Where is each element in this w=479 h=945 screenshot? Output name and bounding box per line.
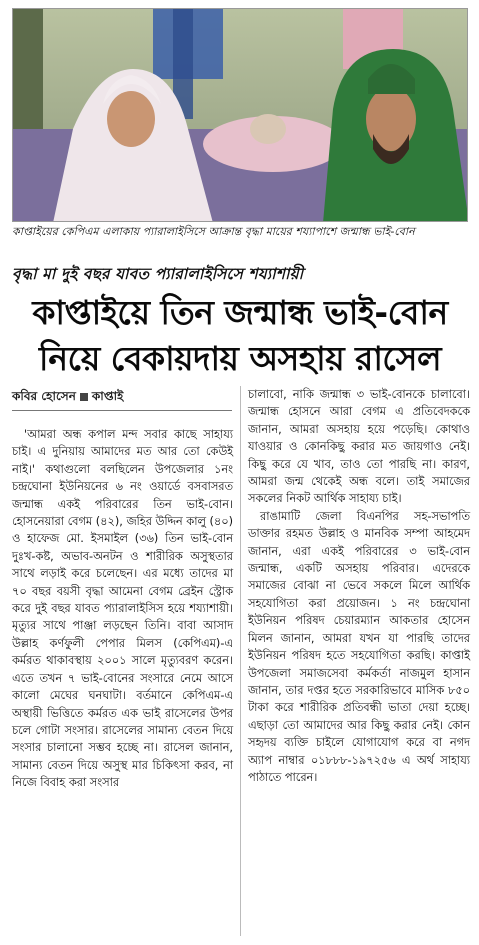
news-photo (12, 8, 468, 222)
headline (12, 290, 468, 382)
square-bullet-icon (80, 393, 88, 401)
byline-author: কবির হোসেন (12, 389, 76, 403)
body-column-right (248, 386, 470, 786)
photo-illustration (13, 9, 468, 222)
byline (12, 388, 227, 408)
body-paragraph: 'আমরা অন্ধ কপাল মন্দ সবার কাছে সাহায্য চাই। এ দুনিয়ায় আমাদের মত আর তো কেউই নাই।' কথাগুলো বলছিলেন উপজেলার ১নং চন্দ্রঘোনা ইউনিয়নের ৬ নং ওয়ার্ডে বসবাসরত জন্মান্ধ একই পরিবারের তিন ভাই-বোন। হোসনেয়ারা বেগম (৪২), জহির উদ্দিন কালু (৪০) ও হাফেজ মো. ইসমাইল (৩৬) তিন ভাই-বোন দুঃখ-কষ্ট, অভাব-অনটন ও শারীরিক অসুস্থতার সাথে লড়াই করে চলেছেন। এর মধ্যে তাদের মা ৭০ বছর বয়সী বৃদ্ধা আমেনা বেগম ব্রেইন স্ট্রোক করে দুই বছর যাবত প্যারালাইসিস হয়ে শয্যাশায়ী। মৃত্যুর সাথে পাঞ্জা লড়ছেন তিনি। বাবা আসাদ উল্লাহ কর্ণফুলী পেপার মিলস (কেপিএম)-এ কর্মরত থাকাবস্থায় ২০০১ সালে মৃত্যুবরণ করেন। এতে তখন ৭ ভাই-বোনের সংসারে নেমে আসে কালো মেঘের ঘনঘাটা। বর্তমানে কেপিএম-এ অস্থায়ী ভিত্তিতে কর্মরত এক ভাই রাসেলের উপর চলে গোটা সংসার। রাসেলের সামান্য বেতন দিয়ে সংসার চালানো সম্ভব হচ্ছে না। রাসেল জানান, সামান্য বেতন দিয়ে অসুস্থ মার চিকিৎসা করব, না নিজে বিবাহ করা সংসার (12, 428, 233, 790)
headline-line-2: নিয়ে বেকায়দায় অসহায় রাসেল (38, 339, 442, 378)
column-divider (240, 386, 241, 936)
kicker-subheadline: বৃদ্ধা মা দুই বছর যাবত প্যারালাইসিসে শয্যাশায়ী (12, 265, 304, 283)
photo-caption: কাপ্তাইয়ের কেপিএম এলাকায় প্যারালাইসিসে আক্রান্ত বৃদ্ধা মায়ের শয্যাপাশে জন্মান্ধ ভাই-বোন (12, 225, 415, 238)
body-column-left (12, 426, 233, 792)
byline-place: কাপ্তাই (91, 389, 124, 403)
body-paragraph: চালাবো, নাকি জন্মান্ধ ৩ ভাই-বোনকে চালাবো। জন্মান্ধ হোসনে আরা বেগম এ প্রতিবেদককে জানান, আমরা অসহায় হয়ে পড়েছি। কোথাও যাওয়ার ও কোনকিছু করার মত জায়গাও নেই। কিছু করে যে খাব, তাও তো পারছি না। কারণ, আমরা জন্ম থেকেই অন্ধ বলে। তাই সমাজের সকলের নিকট আর্থিক সাহায্য চাই। (248, 388, 470, 506)
byline-rule (12, 410, 232, 411)
headline-line-1: কাপ্তাইয়ে তিন জন্মান্ধ ভাই-বোন (32, 293, 448, 332)
body-paragraph: রাঙামাটি জেলা বিএনপির সহ-সভাপতি ডাক্তার রহমত উল্লাহ ও মানবিক সম্পা আহমেদ জানান, এরা একই পরিবারের ৩ ভাই-বোন জন্মান্ধ, একটি অসহায় পরিবার। এদেরকে সমাজের বোঝা না ভেবে সকলে মিলে আর্থিক সহযোগিতা করা প্রয়োজন। ১ নং চন্দ্রঘোনা ইউনিয়ন পরিষদ চেয়ারম্যান আকতার হোসেন মিলন জানান, আমরা যখন যা পারছি তাদের ইউনিয়ন পরিষদ হতে সহযোগিতা করছি। কাপ্তাই উপজেলা সমাজসেবা কর্মকর্তা নাজমুল হাসান জানান, তার দপ্তর হতে সরকারিভাবে মাসিক ৮৫০ টাকা করে শারীরিক প্রতিবন্ধী ভাতা দেয়া হচ্ছে। এছাড়া তো আমাদের আর কিছু করার নেই। কোন সহৃদয় ব্যক্তি চাইলে যোগাযোগ করে বা নগদ অ্যাপ নাম্বার ০১৮৮৮-১৯৭২৫৬ এ অর্থ সাহায্য পাঠাতে পারেন। (248, 509, 470, 784)
